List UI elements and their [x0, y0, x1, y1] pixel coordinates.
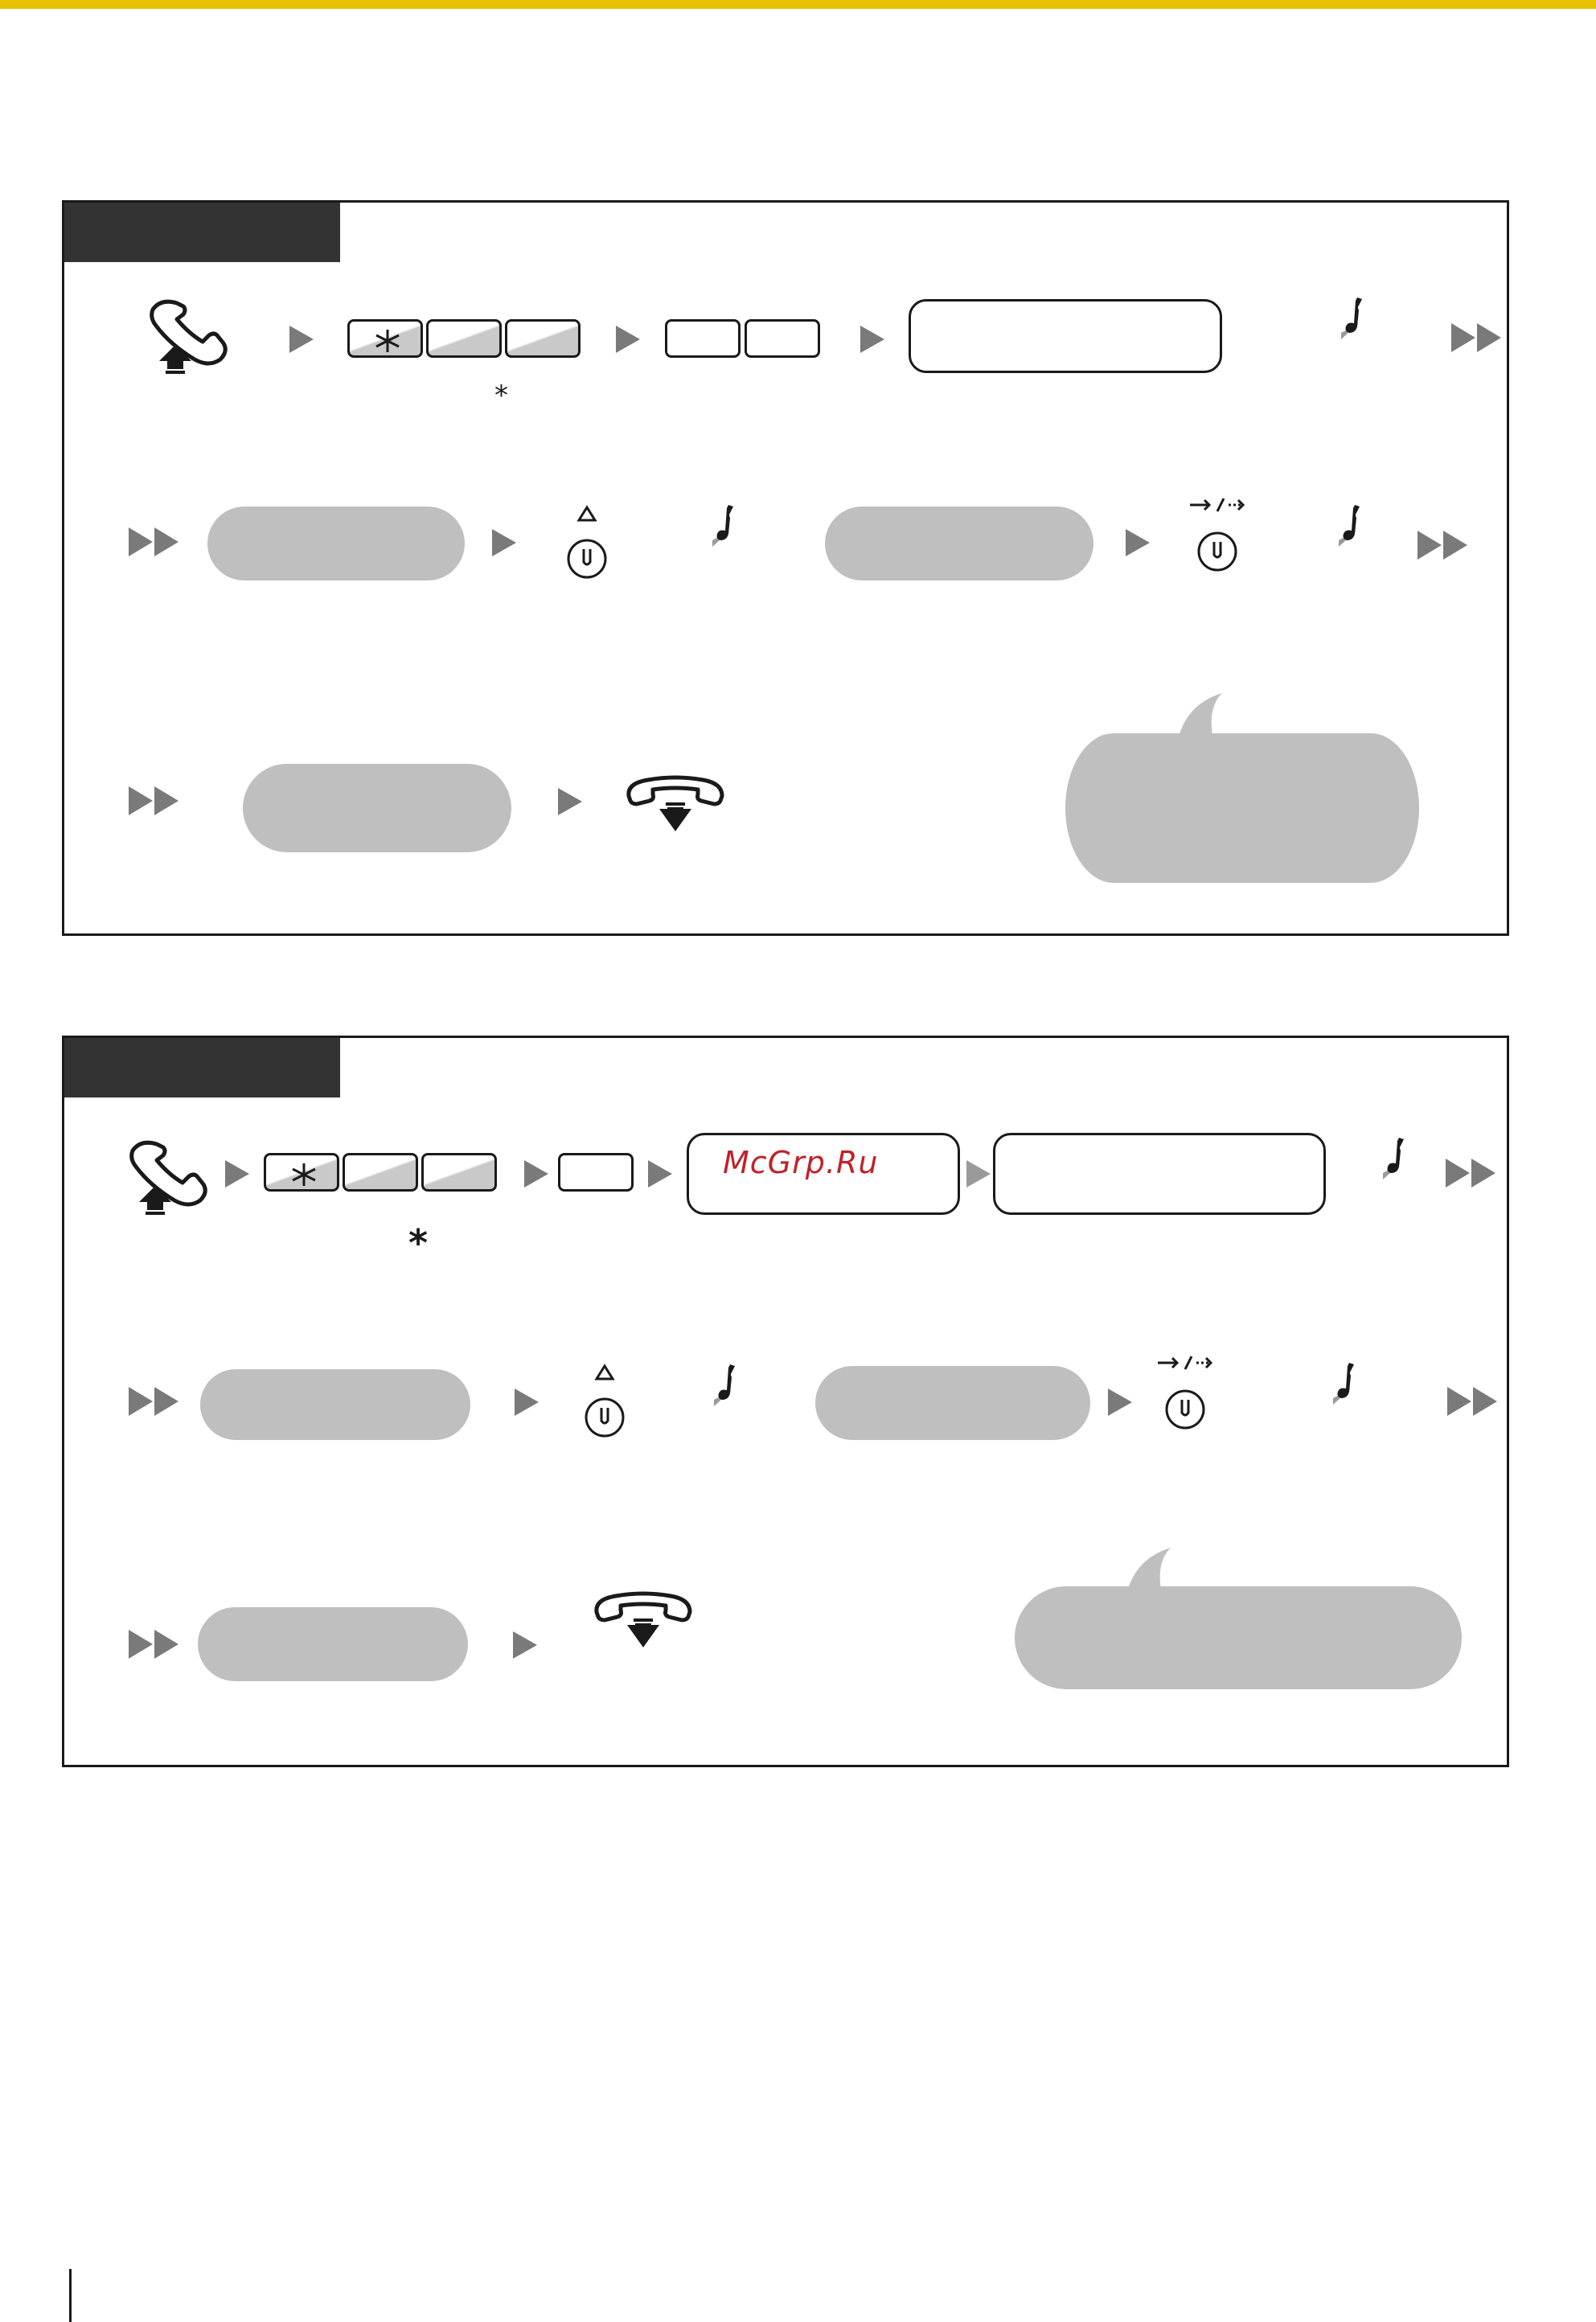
blank-key[interactable] [665, 319, 741, 358]
star-key[interactable] [347, 319, 423, 358]
speech-bubble [1015, 1586, 1462, 1689]
continue-arrow-icon [1418, 531, 1469, 563]
digit-key[interactable] [343, 1153, 418, 1192]
step-arrow [860, 326, 884, 356]
entry-box [909, 299, 1222, 373]
continue-arrow-icon [1446, 1159, 1497, 1191]
instruction-pill [815, 1366, 1090, 1440]
continue-arrow-icon [1447, 1387, 1499, 1419]
procedure-panel-1 [62, 200, 1509, 936]
conference-button-icon[interactable] [582, 1363, 627, 1443]
off-hook-handset-icon [125, 1136, 221, 1216]
step-arrow [289, 326, 314, 356]
continue-arrow-icon [129, 1630, 180, 1662]
digit-key[interactable] [421, 1153, 497, 1192]
continue-arrow-icon [1451, 323, 1503, 355]
speech-bubble [1065, 733, 1419, 883]
step-arrow [648, 1160, 672, 1191]
instruction-pill [825, 507, 1093, 580]
step-arrow [524, 1160, 548, 1191]
entry-box [993, 1133, 1326, 1215]
entry-box [687, 1133, 960, 1215]
step-arrow [492, 529, 516, 560]
continue-arrow-icon [129, 527, 180, 560]
digit-key[interactable] [505, 319, 581, 358]
blank-key[interactable] [558, 1153, 634, 1192]
confirmation-tone-icon [712, 500, 745, 552]
digit-key[interactable] [426, 319, 502, 358]
step-arrow [225, 1160, 249, 1191]
step-arrow [1108, 1389, 1132, 1419]
continue-arrow-icon [129, 786, 180, 818]
step-arrow [966, 1160, 991, 1191]
watermark-text: McGrp.Ru [723, 1145, 879, 1180]
confirmation-tone-icon [1341, 293, 1373, 344]
conference-button-icon[interactable] [564, 504, 609, 585]
step-arrow [1126, 529, 1150, 560]
step-arrow [513, 1631, 537, 1662]
confirmation-tone-icon [1339, 500, 1371, 552]
step-arrow [515, 1389, 539, 1419]
panel-1-header-tab [64, 203, 340, 262]
star-key[interactable] [264, 1153, 339, 1192]
procedure-panel-2 [62, 1036, 1509, 1767]
blank-key[interactable] [745, 319, 820, 358]
instruction-pill [198, 1607, 468, 1681]
header-accent-bar [0, 0, 1596, 9]
panel-2-header-tab [64, 1038, 340, 1097]
instruction-pill [243, 764, 511, 852]
star-footnote: * [494, 379, 508, 412]
transfer-button-icon[interactable] [1188, 497, 1246, 577]
on-hook-handset-icon [592, 1591, 696, 1659]
star-footnote: * [408, 1221, 429, 1265]
continue-arrow-icon [129, 1387, 180, 1419]
step-arrow [558, 788, 582, 818]
page-margin-bar [69, 2269, 72, 2322]
speech-bubble-tail [1177, 693, 1235, 746]
confirmation-tone-icon [1383, 1133, 1415, 1184]
on-hook-handset-icon [624, 775, 728, 843]
speech-bubble-tail [1126, 1548, 1184, 1601]
instruction-pill [207, 507, 465, 580]
confirmation-tone-icon [1333, 1358, 1365, 1409]
instruction-pill [200, 1369, 470, 1440]
transfer-button-icon[interactable] [1156, 1355, 1214, 1435]
step-arrow [616, 326, 640, 356]
off-hook-handset-icon [145, 295, 241, 375]
confirmation-tone-icon [714, 1360, 746, 1411]
